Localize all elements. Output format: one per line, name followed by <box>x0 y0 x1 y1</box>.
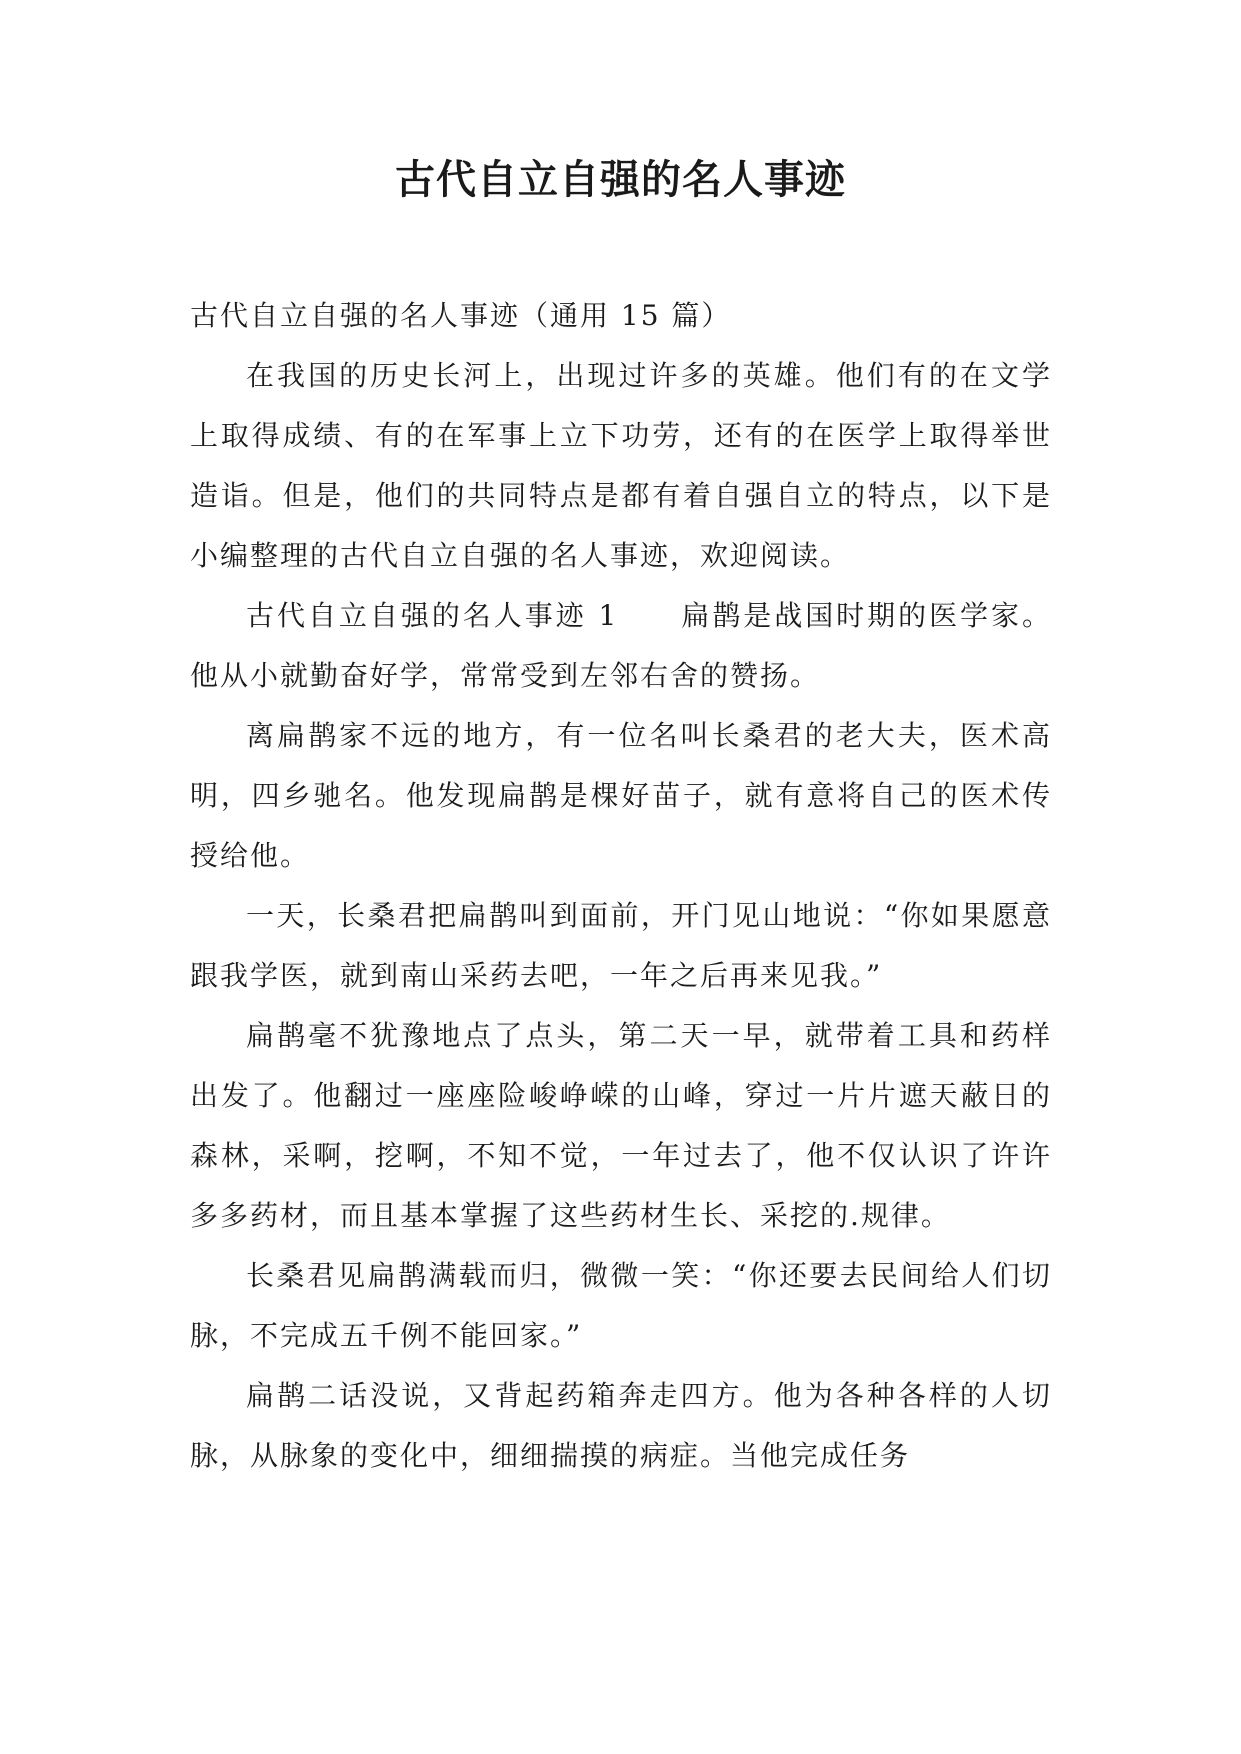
document-title: 古代自立自强的名人事迹 <box>395 157 846 203</box>
document-subtitle: 古代自立自强的名人事迹（通用 15 篇） <box>190 299 732 332</box>
section-1-heading: 古代自立自强的名人事迹 1 <box>246 599 619 632</box>
document-body <box>190 286 1052 1486</box>
body-paragraph: 长桑君见扁鹊满载而归，微微一笑：“你还要去民间给人们切脉，不完成五千例不能回家。” <box>190 1259 1052 1352</box>
body-paragraph: 一天，长桑君把扁鹊叫到面前，开门见山地说：“你如果愿意跟我学医，就到南山采药去吧，一年之后再来见我。” <box>190 899 1052 992</box>
section-1-paragraph <box>190 586 1052 706</box>
section-1-lead: 扁鹊是战国时期的医学家。他从小就勤奋好学，常常受到左邻右舍的赞扬。 <box>190 599 1052 692</box>
intro-paragraph: 在我国的历史长河上，出现过许多的英雄。他们有的在文学上取得成绩、有的在军事上立下功劳，还有的在医学上取得举世造诣。但是，他们的共同特点是都有着自强自立的特点，以下是小编整理的古代自立自强的名人事迹，欢迎阅读。 <box>190 359 1052 572</box>
body-paragraph: 离扁鹊家不远的地方，有一位名叫长桑君的老大夫，医术高明，四乡驰名。他发现扁鹊是棵好苗子，就有意将自己的医术传授给他。 <box>190 719 1052 872</box>
body-paragraph: 扁鹊二话没说，又背起药箱奔走四方。他为各种各样的人切脉，从脉象的变化中，细细揣摸的病症。当他完成任务 <box>190 1379 1052 1472</box>
body-paragraph: 扁鹊毫不犹豫地点了点头，第二天一早，就带着工具和药样出发了。他翻过一座座险峻峥嵘的山峰，穿过一片片遮天蔽日的森林，采啊，挖啊，不知不觉，一年过去了，他不仅认识了许许多多药材，而且基本掌握了这些药材生长、采挖的.规律。 <box>190 1019 1052 1232</box>
